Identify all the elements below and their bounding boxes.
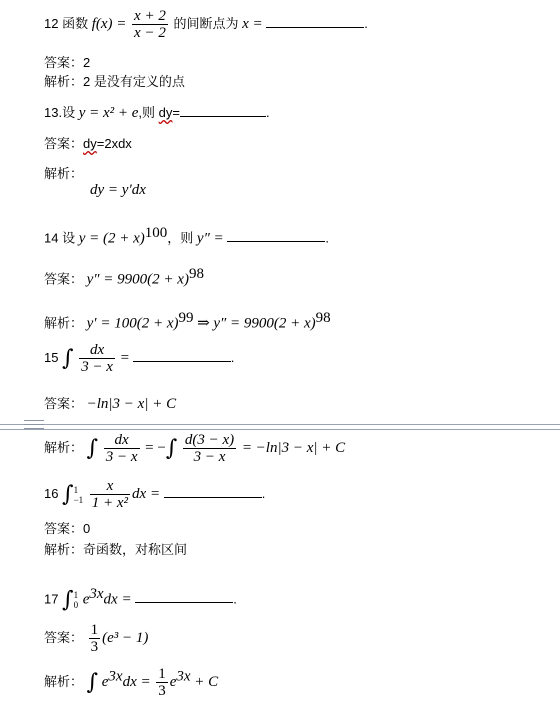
- integral-limits: [74, 590, 79, 610]
- variable: x =: [242, 15, 263, 32]
- function-expression: f(x) =: [91, 15, 127, 32]
- answer-12: [44, 52, 90, 71]
- denominator: 3: [158, 683, 166, 699]
- expression: y = x² + e: [78, 105, 139, 121]
- analysis-15: [44, 432, 345, 465]
- analysis-13-formula: [90, 182, 146, 199]
- analysis-label: 解析：: [44, 673, 84, 689]
- analysis-text: 奇函数，对称区间: [83, 542, 188, 557]
- period: .: [364, 15, 368, 31]
- exp-power-2: 3x: [176, 668, 191, 685]
- answer-blank: [180, 104, 266, 117]
- equals: =: [172, 105, 180, 120]
- fraction: [132, 8, 168, 41]
- integral-sign: ∫: [86, 436, 99, 461]
- question-number: 12: [44, 15, 59, 31]
- dx-equals: dx =: [132, 485, 161, 502]
- answer-label: 答案：: [44, 629, 84, 645]
- denominator: 3 − x: [81, 359, 113, 375]
- analysis-expression: dy = y′dx: [90, 182, 146, 198]
- exp-power: 3x: [89, 586, 104, 602]
- answer-label: 答案：: [44, 136, 84, 151]
- period: .: [261, 485, 266, 501]
- question-16: [44, 478, 265, 511]
- exponent-1: 99: [178, 310, 194, 326]
- denominator: 3 − x: [105, 449, 138, 465]
- numerator: dx: [79, 342, 115, 359]
- denominator: 1 + x²: [91, 495, 129, 511]
- fraction-2: [183, 432, 236, 465]
- period: .: [233, 591, 237, 607]
- page-break-icon: [24, 420, 44, 432]
- answer-blank: [266, 15, 364, 28]
- answer-blank: [227, 229, 325, 242]
- derivative-2: y″ = 9900(2 + x): [213, 315, 316, 332]
- exp-base: e: [82, 591, 90, 608]
- result-expression: = −ln|3 − x| + C: [241, 439, 346, 456]
- answer-blank: [135, 590, 233, 603]
- page-break-separator: [0, 424, 560, 430]
- answer-label: 答案：: [44, 55, 84, 70]
- derivative-1: y′ = 100(2 + x): [86, 315, 179, 332]
- implies-arrow: ⇒: [197, 315, 210, 332]
- integral-sign: ∫: [62, 346, 74, 371]
- analysis-label: 解析：: [44, 74, 84, 89]
- exp-power: 3x: [108, 668, 123, 685]
- exp-base: e: [101, 673, 109, 690]
- question-15: [44, 342, 234, 375]
- exp-base-2: e: [169, 673, 177, 690]
- denominator: 3: [90, 639, 99, 655]
- exponent: 98: [188, 266, 204, 282]
- numerator: 1: [90, 622, 99, 638]
- answer-expression: (e³ − 1): [102, 629, 149, 646]
- denominator: 3 − x: [193, 449, 226, 465]
- dy-symbol: dy: [158, 105, 173, 120]
- period: .: [325, 230, 329, 246]
- exponent-2: 98: [315, 310, 331, 326]
- answer-13: [44, 133, 132, 152]
- lower-limit: 0: [73, 599, 79, 610]
- answer-label: 答案：: [44, 271, 84, 287]
- answer-value: =2xdx: [96, 136, 132, 151]
- answer-expression: −ln|3 − x| + C: [86, 396, 177, 412]
- question-lead: 函数: [62, 15, 89, 31]
- answer-label: 答案：: [44, 521, 84, 536]
- fraction: [79, 342, 115, 375]
- dx-equals: dx =: [122, 673, 151, 690]
- question-13: [44, 102, 270, 122]
- analysis-label: 解析：: [44, 439, 84, 455]
- answer-17: [44, 622, 148, 655]
- dx-equals: dx =: [103, 591, 132, 608]
- exponent: 100: [144, 225, 168, 241]
- analysis-17: [44, 666, 218, 699]
- numerator: d(3 − x): [184, 432, 235, 448]
- expression: y = (2 + x): [78, 230, 145, 247]
- question-12: [44, 8, 368, 41]
- analysis-12: [44, 71, 185, 90]
- question-number: 15: [44, 349, 59, 365]
- integral-limits: [74, 485, 84, 505]
- question-mid: ，则: [167, 230, 194, 246]
- integral-sign: ∫: [62, 587, 74, 613]
- numerator: x + 2: [134, 8, 166, 24]
- question-14: [44, 225, 329, 247]
- analysis-label: 解析：: [44, 315, 84, 331]
- answer-blank: [164, 485, 262, 498]
- integral-sign: ∫: [62, 482, 74, 507]
- question-prefix: 13.设: [44, 105, 76, 120]
- answer-blank: [133, 349, 231, 362]
- numerator: dx: [104, 432, 140, 449]
- analysis-14: [44, 310, 331, 332]
- dy-symbol: dy: [83, 136, 97, 151]
- upper-limit: 1: [73, 484, 79, 495]
- fraction: [90, 478, 130, 511]
- upper-limit: 1: [73, 589, 79, 600]
- analysis-16: [44, 539, 187, 558]
- answer-16: [44, 518, 90, 537]
- answer-label: 答案：: [44, 396, 84, 411]
- lower-limit: −1: [73, 494, 84, 505]
- answer-15: [44, 393, 176, 413]
- integral-sign-2: ∫: [165, 436, 178, 461]
- answer-value: 0: [83, 521, 91, 536]
- analysis-text: 2 是没有定义的点: [83, 74, 185, 89]
- period: .: [266, 105, 270, 120]
- fraction-1: [104, 432, 140, 465]
- numerator: x: [90, 478, 130, 495]
- period: .: [230, 349, 235, 365]
- question-17: [44, 586, 237, 612]
- question-number: 17: [44, 591, 59, 607]
- expression-2: y″ =: [196, 230, 224, 247]
- answer-14: [44, 266, 204, 288]
- answer-value: 2: [83, 55, 91, 70]
- analysis-label: 解析：: [44, 166, 84, 181]
- answer-expression: y″ = 9900(2 + x): [86, 271, 189, 288]
- question-number: 16: [44, 485, 59, 501]
- equals: =: [120, 349, 130, 366]
- fraction: [89, 622, 101, 655]
- question-prefix: 14 设: [44, 230, 76, 246]
- plus-constant: + C: [194, 673, 219, 690]
- analysis-label: 解析：: [44, 542, 84, 557]
- denominator: x − 2: [134, 25, 166, 41]
- question-mid: ,则: [138, 105, 156, 120]
- numerator: 1: [158, 666, 166, 682]
- question-tail: 的间断点为: [173, 15, 239, 31]
- integral-sign: ∫: [86, 670, 99, 695]
- analysis-13-label: [44, 163, 83, 182]
- fraction: [156, 666, 168, 699]
- equals-minus: = −: [145, 439, 166, 456]
